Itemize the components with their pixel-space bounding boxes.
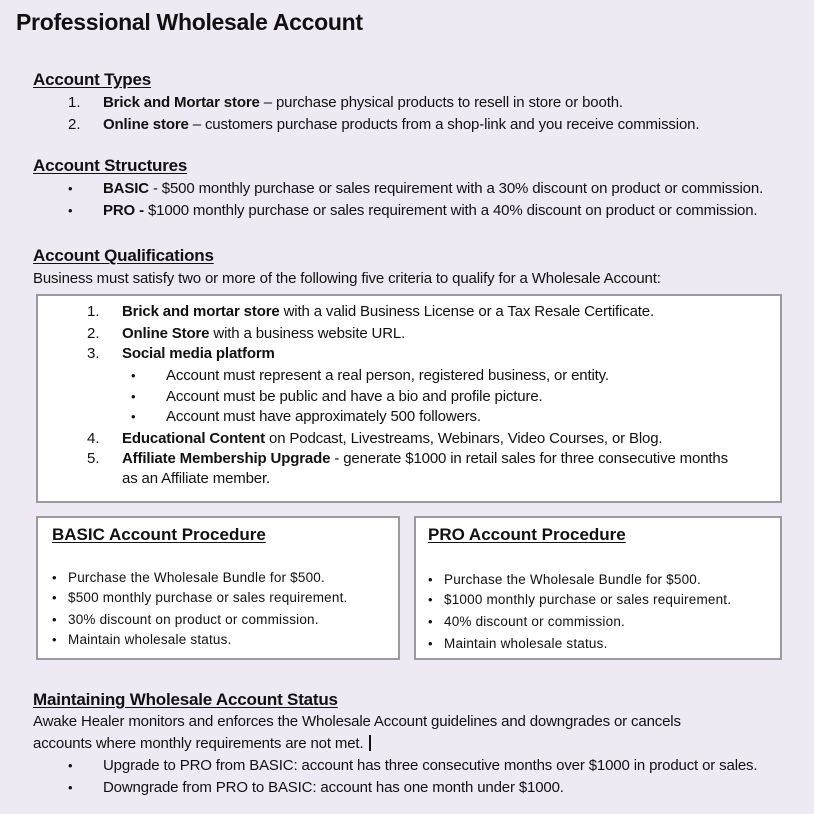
maintaining-paragraph-line[interactable]: [33, 735, 371, 752]
bullet-icon: •: [52, 632, 57, 647]
procedure-item-text: Purchase the Wholesale Bundle for $500.: [68, 570, 325, 585]
list-number: 3.: [87, 345, 100, 362]
item-bold: Educational Content: [122, 430, 265, 447]
list-number: 2.: [87, 325, 100, 342]
procedure-item-text: $500 monthly purchase or sales requirement.: [68, 590, 348, 605]
bullet-icon: •: [131, 389, 136, 404]
procedure-item-text: 40% discount or commission.: [444, 614, 625, 629]
qualifications-box: [36, 294, 782, 503]
qualifications-intro: Business must satisfy two or more of the following five criteria to qualify for a Wholesale Account:: [33, 270, 661, 287]
item-text: on Podcast, Livestreams, Webinars, Video Courses, or Blog.: [264, 430, 663, 447]
item-bold: Social media platform: [122, 345, 275, 362]
item-text: with a valid Business License or a Tax Resale Certificate.: [279, 303, 654, 320]
list-item-continuation: as an Affiliate member.: [122, 470, 271, 487]
maintaining-status-heading: Maintaining Wholesale Account Status: [33, 690, 338, 709]
account-types-heading: Account Types: [33, 70, 151, 89]
list-number: 4.: [87, 430, 100, 447]
list-item: [122, 430, 662, 447]
list-item: [103, 94, 623, 111]
procedure-item-text: $1000 monthly purchase or sales requirement.: [444, 592, 732, 607]
list-number: 1.: [87, 303, 100, 320]
bullet-icon: •: [68, 758, 73, 773]
pro-procedure-heading: PRO Account Procedure: [428, 525, 626, 544]
item-text: - generate $1000 in retail sales for three consecutive months: [330, 450, 728, 467]
paragraph-text: accounts where monthly requirements are not met.: [33, 735, 364, 752]
bullet-icon: •: [68, 181, 73, 196]
bullet-icon: •: [52, 590, 57, 605]
bullet-icon: •: [428, 592, 433, 607]
bullet-icon: •: [428, 614, 433, 629]
sub-list-item: Account must represent a real person, registered business, or entity.: [166, 367, 609, 384]
item-text: $1000 monthly purchase or sales requirement with a 40% discount on product or commission.: [143, 202, 758, 219]
document-title: Professional Wholesale Account: [16, 9, 363, 35]
bullet-icon: •: [428, 636, 433, 651]
procedure-item: [428, 614, 625, 629]
basic-procedure-heading: BASIC Account Procedure: [52, 525, 266, 544]
procedure-item: [428, 572, 701, 587]
procedure-item: [428, 592, 731, 607]
item-text: - $500 monthly purchase or sales requirement with a 30% discount on product or commission.: [148, 180, 764, 197]
procedure-item-text: 30% discount on product or commission.: [68, 612, 319, 627]
item-text: – purchase physical products to resell in store or booth.: [259, 94, 623, 111]
text-cursor: [369, 735, 371, 751]
procedure-item: [52, 612, 319, 627]
list-number: 1.: [68, 94, 81, 111]
bullet-icon: •: [131, 368, 136, 383]
item-bold: Affiliate Membership Upgrade: [122, 450, 331, 467]
bullet-icon: •: [428, 572, 433, 587]
list-item: [103, 116, 699, 133]
procedure-item: [52, 632, 232, 647]
bullet-icon: •: [131, 409, 136, 424]
list-item: [122, 303, 654, 320]
item-bold: Online store: [103, 116, 189, 133]
list-item: [122, 450, 728, 467]
list-item: Upgrade to PRO from BASIC: account has three consecutive months over $1000 in product or sales.: [103, 757, 758, 774]
list-number: 2.: [68, 116, 81, 133]
basic-procedure-box: [36, 516, 400, 660]
item-bold: BASIC: [103, 180, 149, 197]
bullet-icon: •: [52, 570, 57, 585]
account-qualifications-heading: Account Qualifications: [33, 246, 214, 265]
item-bold: Brick and Mortar store: [103, 94, 260, 111]
procedure-item-text: Maintain wholesale status.: [444, 636, 608, 651]
pro-procedure-box: [414, 516, 782, 660]
item-bold: Online Store: [122, 325, 210, 342]
procedure-item: [428, 636, 608, 651]
maintaining-paragraph-line[interactable]: Awake Healer monitors and enforces the Wholesale Account guidelines and downgrades or cancels: [33, 713, 681, 730]
item-text: with a business website URL.: [209, 325, 406, 342]
list-item: Downgrade from PRO to BASIC: account has one month under $1000.: [103, 779, 564, 796]
bullet-icon: •: [68, 203, 73, 218]
sub-list-item: Account must be public and have a bio and profile picture.: [166, 388, 543, 405]
list-item: [103, 202, 757, 219]
bullet-icon: •: [68, 780, 73, 795]
item-bold: PRO -: [103, 202, 144, 219]
sub-list-item: Account must have approximately 500 followers.: [166, 408, 481, 425]
item-bold: Brick and mortar store: [122, 303, 280, 320]
list-number: 5.: [87, 450, 100, 467]
procedure-item: [52, 590, 348, 605]
list-item: [122, 325, 405, 342]
list-item: [103, 180, 763, 197]
item-text: – customers purchase products from a shop-link and you receive commission.: [188, 116, 700, 133]
account-structures-heading: Account Structures: [33, 156, 188, 175]
procedure-item-text: Purchase the Wholesale Bundle for $500.: [444, 572, 701, 587]
bullet-icon: •: [52, 612, 57, 627]
procedure-item-text: Maintain wholesale status.: [68, 632, 232, 647]
procedure-item: [52, 570, 325, 585]
list-item: [122, 345, 275, 362]
